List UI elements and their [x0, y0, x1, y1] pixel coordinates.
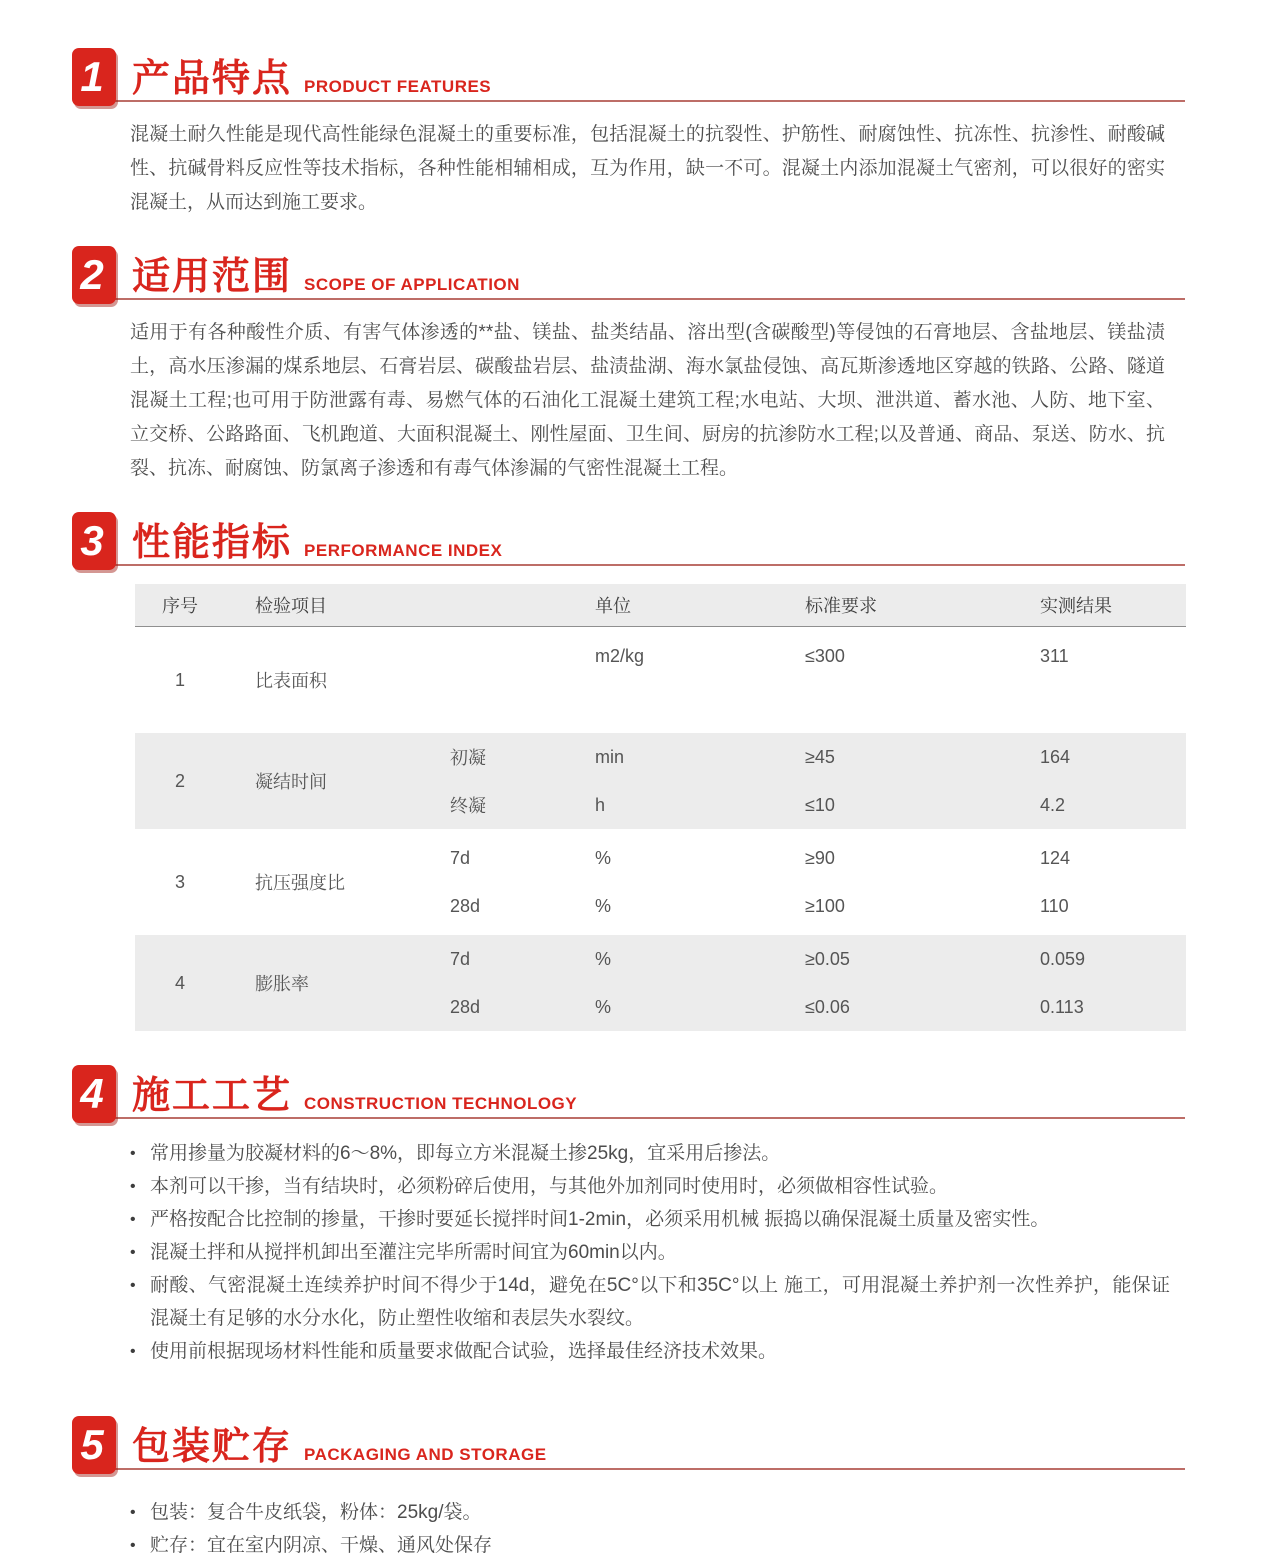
row-requirement: ≤0.06 — [805, 996, 850, 1017]
row-result: 0.059 — [1040, 948, 1086, 969]
section-scope-of-application — [0, 242, 1280, 486]
list-item — [130, 1170, 1170, 1203]
list-item — [130, 1203, 1170, 1236]
row-requirement: ≤300 — [805, 645, 845, 666]
section-underline — [74, 1117, 1185, 1119]
section-underline — [74, 1468, 1185, 1470]
row-item: 抗压强度比 — [255, 873, 345, 893]
row-no: 3 — [174, 871, 185, 892]
section-construction-technology — [0, 1061, 1280, 1368]
table-row — [135, 834, 1186, 930]
bullet-icon: • — [130, 1504, 136, 1521]
construction-bullet-list — [130, 1137, 1170, 1368]
header-unit: 单位 — [595, 596, 631, 616]
section-body-text: 混凝土耐久性能是现代高性能绿色混凝土的重要标准，包括混凝土的抗裂性、护筋性、耐腐蚀性、抗冻性、抗渗性、耐酸碱性、抗碱骨料反应性等技术指标，各种性能相辅相成，互为作用，缺一不可。混凝土内添加混凝土气密剂，可以很好的密实混凝土，从而达到施工要求。 — [130, 124, 1165, 213]
row-unit: h — [595, 794, 606, 815]
row-unit: % — [595, 847, 612, 868]
section-underline — [74, 298, 1185, 300]
table-row — [135, 733, 1186, 829]
row-sub: 初凝 — [450, 748, 486, 768]
table-header-row — [135, 584, 1186, 627]
header-no: 序号 — [162, 596, 198, 616]
row-no: 2 — [174, 770, 185, 791]
section-number-badge: 2 — [72, 246, 116, 304]
row-sub: 28d — [450, 895, 481, 916]
section-underline — [74, 100, 1185, 102]
section-body-text: 适用于有各种酸性介质、有害气体渗透的**盐、镁盐、盐类结晶、溶出型(含碳酸型)等侵蚀的石膏地层、含盐地层、镁盐渍土，高水压渗漏的煤系地层、石膏岩层、碳酸盐岩层、盐渍盐湖、海水氯盐侵蚀、高瓦斯渗透地区穿越的铁路、公路、隧道混凝土工程;也可用于防泄露有毒、易燃气体的石油化工混凝土建筑工程;水电站、大坝、泄洪道、蓄水池、人防、地下室、立交桥、公路路面、飞机跑道、大面积混凝土、刚性屋面、卫生间、厨房的抗渗防水工程;以及普通、商品、泵送、防水、抗裂、抗冻、耐腐蚀、防氯离子渗透和有毒气体渗漏的气密性混凝土工程。 — [130, 322, 1165, 479]
list-item — [130, 1335, 1170, 1368]
list-item — [130, 1496, 1170, 1529]
bullet-icon: • — [130, 1277, 136, 1294]
row-unit: % — [595, 948, 612, 969]
row-sub: 7d — [450, 948, 471, 969]
section-titles — [132, 60, 491, 98]
list-item-text: 严格按配合比控制的掺量，干掺时要延长搅拌时间1-2min，必须采用机械 振捣以确保混凝土质量及密实性。 — [150, 1209, 1050, 1230]
list-item-text: 包装：复合牛皮纸袋，粉体：25kg/袋。 — [150, 1502, 482, 1523]
section-header — [72, 44, 1185, 104]
list-item — [130, 1269, 1170, 1335]
row-sub: 28d — [450, 996, 481, 1017]
section-number-badge: 3 — [72, 512, 116, 570]
table-row — [135, 935, 1186, 1031]
row-result: 4.2 — [1040, 794, 1066, 815]
section-subtitle: PACKAGING AND STORAGE — [304, 1445, 547, 1464]
row-requirement: ≤10 — [805, 794, 835, 815]
header-item: 检验项目 — [255, 596, 327, 616]
header-requirement: 标准要求 — [805, 596, 877, 616]
row-requirement: ≥90 — [805, 847, 835, 868]
row-item: 凝结时间 — [255, 772, 327, 792]
list-item — [130, 1529, 1170, 1562]
section-header — [72, 508, 1185, 568]
section-number-badge: 1 — [72, 48, 116, 106]
row-result: 110 — [1040, 895, 1069, 916]
section-title: 性能指标 — [132, 522, 293, 564]
row-no: 1 — [174, 669, 185, 690]
section-title: 施工工艺 — [132, 1075, 293, 1117]
list-item-text: 混凝土拌和从搅拌机卸出至灌注完毕所需时间宜为60min以内。 — [150, 1242, 677, 1263]
row-no: 4 — [174, 972, 185, 993]
list-item-text: 本剂可以干掺，当有结块时，必须粉碎后使用，与其他外加剂同时使用时，必须做相容性试验。 — [150, 1176, 949, 1197]
row-result: 124 — [1040, 847, 1071, 868]
bullet-icon: • — [130, 1211, 136, 1228]
header-result: 实测结果 — [1040, 596, 1112, 616]
section-number-badge: 5 — [72, 1416, 116, 1474]
row-requirement: ≥100 — [805, 895, 845, 916]
section-packaging-storage — [0, 1412, 1280, 1562]
section-titles — [132, 258, 520, 296]
bullet-icon: • — [130, 1145, 136, 1162]
row-item: 比表面积 — [255, 671, 327, 691]
list-item-text: 常用掺量为胶凝材料的6～8%，即每立方米混凝土掺25kg，宜采用后掺法。 — [150, 1143, 781, 1164]
section-subtitle: PRODUCT FEATURES — [304, 77, 492, 96]
bullet-icon: • — [130, 1244, 136, 1261]
row-item: 膨胀率 — [255, 974, 309, 994]
packaging-bullet-list — [130, 1496, 1170, 1562]
section-title: 包装贮存 — [132, 1426, 293, 1468]
section-subtitle: CONSTRUCTION TECHNOLOGY — [304, 1094, 578, 1113]
row-result: 0.113 — [1040, 996, 1084, 1017]
row-sub: 7d — [450, 847, 471, 868]
section-title: 产品特点 — [132, 58, 293, 100]
row-unit: % — [595, 895, 612, 916]
row-requirement: ≥0.05 — [805, 948, 850, 969]
performance-table — [135, 584, 1186, 1031]
list-item-text: 耐酸、气密混凝土连续养护时间不得少于14d，避免在5C°以下和35C°以上 施工，可用混凝土养护剂一次性养护，能保证混凝土有足够的水分水化，防止塑性收缩和表层失水裂纹。 — [150, 1275, 1170, 1329]
section-header — [72, 1412, 1185, 1472]
section-title: 适用范围 — [132, 256, 293, 298]
bullet-icon: • — [130, 1343, 136, 1360]
list-item-text: 使用前根据现场材料性能和质量要求做配合试验，选择最佳经济技术效果。 — [150, 1341, 778, 1362]
bullet-icon: • — [130, 1537, 136, 1554]
row-unit: % — [595, 996, 612, 1017]
row-unit: m2/kg — [595, 645, 645, 666]
section-header — [72, 242, 1185, 302]
bullet-icon: • — [130, 1178, 136, 1195]
row-unit: min — [595, 746, 625, 767]
section-titles — [132, 1428, 547, 1466]
list-item-text: 贮存：宜在室内阴凉、干燥、通风处保存 — [150, 1535, 493, 1556]
section-titles — [132, 1077, 577, 1115]
row-result: 164 — [1040, 746, 1071, 767]
section-header — [72, 1061, 1185, 1121]
list-item — [130, 1236, 1170, 1269]
section-underline — [74, 564, 1185, 566]
table-row — [135, 632, 1186, 728]
section-titles — [132, 524, 502, 562]
section-product-features — [0, 44, 1280, 220]
row-result: 311 — [1040, 645, 1069, 666]
row-requirement: ≥45 — [805, 746, 835, 767]
section-number-badge: 4 — [72, 1065, 116, 1123]
row-sub: 终凝 — [450, 796, 486, 816]
section-performance-index — [0, 508, 1280, 1031]
section-subtitle: SCOPE OF APPLICATION — [304, 275, 520, 294]
list-item — [130, 1137, 1170, 1170]
section-subtitle: PERFORMANCE INDEX — [304, 541, 503, 560]
